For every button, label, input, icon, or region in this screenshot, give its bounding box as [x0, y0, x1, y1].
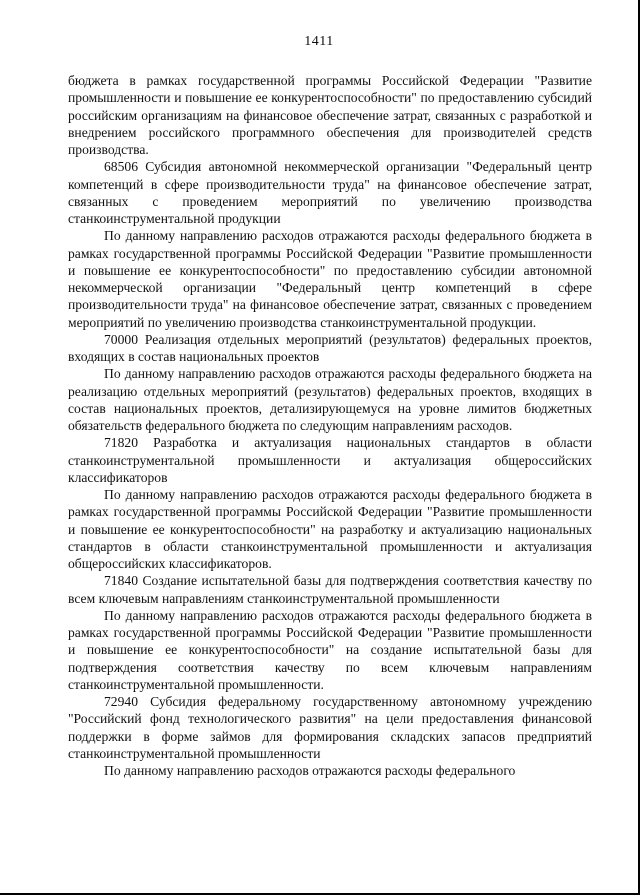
paragraph: По данному направлению расходов отражаются расходы федерального бюджета в рамках государственной программы Российской Федерации "Развитие промышленности и повышение ее конкурентоспособности" на разработку и актуализацию национальных стандартов в области станкоинструментальной промышленности и актуализация общероссийских классификаторов.	[68, 487, 592, 571]
paragraph: По данному направлению расходов отражаются расходы федерального бюджета в рамках государственной программы Российской Федерации "Развитие промышленности и повышение ее конкурентоспособности" на создание испытательной базы для подтверждения соответствия качеству по всем ключевым направлениям станкоинструментальной промышленности.	[68, 607, 592, 692]
paragraph: По данному направлению расходов отражаются расходы федерального бюджета на реализацию отдельных мероприятий (результатов) федеральных проектов, входящих в состав национальных проектов, детализирующемуся на уровне лимитов бюджетных обязательств федерального бюджета по следующим направлениям расходов.	[68, 366, 592, 433]
paragraph: 72940 Субсидия федеральному государственному автономному учреждению "Российский фонд технологического развития" на цели предоставления финансовой поддержки в форме займов для формирования складских запасов предприятий станкоинструментальной промышленности	[68, 694, 592, 761]
paragraph: бюджета в рамках государственной программы Российской Федерации "Развитие промышленности и повышение ее конкурентоспособности" по предоставлению субсидий российским организациям на финансовое обеспечение затрат, связанных с разработкой и внедрением российского программного обеспечения для производителей средств производства.	[68, 73, 592, 157]
document-body	[68, 72, 592, 779]
paragraph: По данному направлению расходов отражаются расходы федерального	[104, 763, 516, 778]
page-number: 1411	[304, 34, 334, 49]
paragraph: 71840 Создание испытательной базы для подтверждения соответствия качеству по всем ключевым направлениям станкоинструментальной промышленности	[68, 573, 592, 606]
paragraph: 71820 Разработка и актуализация национальных стандартов в области станкоинструментальной промышленности и актуализация общероссийских классификаторов	[68, 435, 592, 485]
paragraph: 70000 Реализация отдельных мероприятий (результатов) федеральных проектов, входящих в состав национальных проектов	[68, 331, 592, 364]
paragraph: По данному направлению расходов отражаются расходы федерального бюджета в рамках государственной программы Российской Федерации "Развитие промышленности и повышение ее конкурентоспособности" по предоставлению субсидии автономной некоммерческой организации "Федеральный центр компетенций в сфере производительности труда" на финансовое обеспечение затрат, связанных с проведением мероприятий по увеличению производства станкоинструментальной продукции.	[68, 228, 592, 330]
paragraph: 68506 Субсидия автономной некоммерческой организации "Федеральный центр компетенций в сфере производительности труда" на финансовое обеспечение затрат, связанных с проведением мероприятий по увеличению производства станкоинструментальной продукции	[68, 159, 592, 226]
